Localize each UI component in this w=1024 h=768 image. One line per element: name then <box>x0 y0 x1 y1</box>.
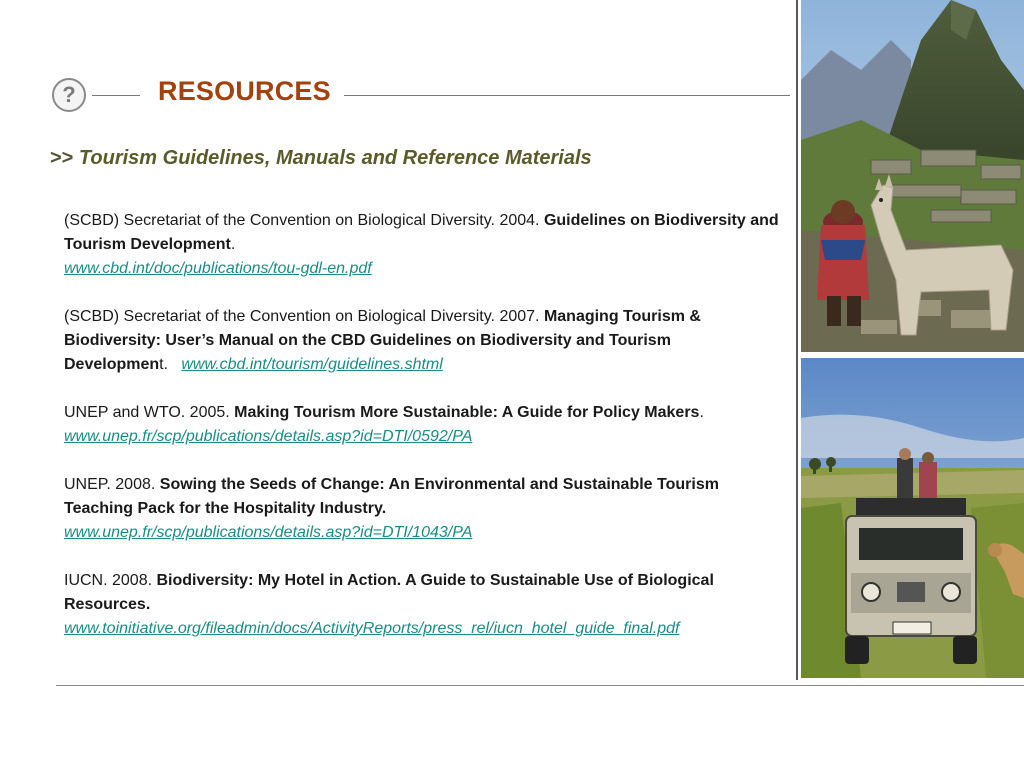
reference-title: Guidelines on Biodiversity and Tourism Development <box>64 212 779 253</box>
reference-link[interactable]: www.cbd.int/doc/publications/tou-gdl-en.pdf <box>64 260 372 277</box>
help-icon[interactable] <box>52 78 86 112</box>
reference-item <box>64 305 779 377</box>
reference-list <box>64 209 779 665</box>
vertical-divider <box>796 0 798 680</box>
subtitle-text: Tourism Guidelines, Manuals and Reference Materials <box>78 147 592 169</box>
reference-link[interactable]: www.toinitiative.org/fileadmin/docs/ActivityReports/press_rel/iucn_hotel_guide_final.pdf <box>64 620 680 637</box>
mountain-ruins-llama-photo <box>801 0 1024 352</box>
reference-citation: IUCN. 2008. <box>64 572 157 589</box>
reference-citation: (SCBD) Secretariat of the Convention on Biological Diversity. 2007. <box>64 308 544 325</box>
reference-title: Managing Tourism & Biodiversity: User’s Manual on the CBD Guidelines on Biodiversity and Tourism Developmen <box>64 308 701 373</box>
title-rule-left <box>92 95 140 96</box>
reference-suffix: . <box>699 404 704 421</box>
reference-citation: (SCBD) Secretariat of the Convention on Biological Diversity. 2004. <box>64 212 544 229</box>
reference-citation: UNEP and WTO. 2005. <box>64 404 235 421</box>
title-rule-right <box>344 95 790 96</box>
question-mark-glyph: ? <box>62 82 76 107</box>
reference-item <box>64 473 779 545</box>
reference-item <box>64 401 779 449</box>
bottom-rule <box>56 685 1024 686</box>
reference-link[interactable]: www.unep.fr/scp/publications/details.asp?id=DTI/0592/PA <box>64 428 473 445</box>
reference-suffix: . <box>230 236 236 253</box>
reference-title: Making Tourism More Sustainable: A Guide for Policy Makers <box>234 404 700 421</box>
reference-item <box>64 569 779 641</box>
page-title: RESOURCES <box>158 76 331 106</box>
reference-link[interactable]: www.unep.fr/scp/publications/details.asp?id=DTI/1043/PA <box>64 524 473 541</box>
subtitle-arrows: >> <box>50 147 74 169</box>
reference-title: Biodiversity: My Hotel in Action. A Guide to Sustainable Use of Biological Resources. <box>64 572 714 613</box>
reference-link[interactable]: www.cbd.int/tourism/guidelines.shtml <box>181 356 443 373</box>
reference-item <box>64 209 779 281</box>
reference-title: Sowing the Seeds of Change: An Environmental and Sustainable Tourism Teaching Pack for the Hospitality Industry. <box>64 476 719 517</box>
safari-jeep-savanna-photo <box>801 358 1024 678</box>
section-subtitle <box>50 147 592 170</box>
reference-suffix: t. <box>159 356 169 373</box>
reference-citation: UNEP. 2008. <box>64 476 160 493</box>
